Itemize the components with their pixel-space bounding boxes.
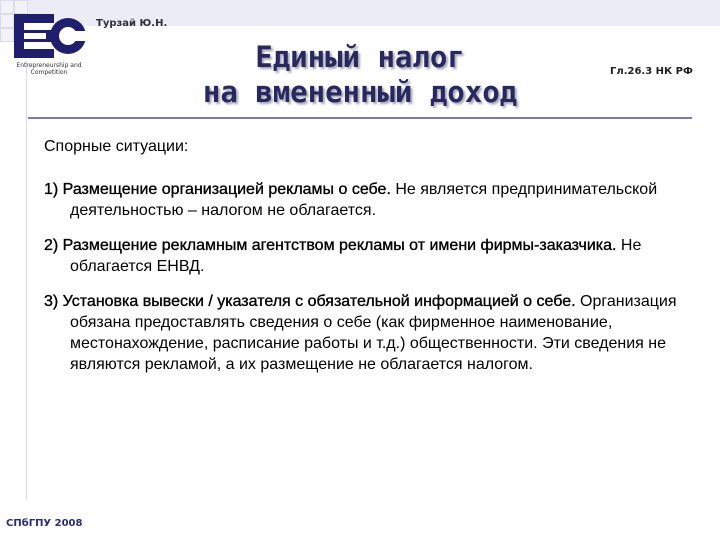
list-item bbox=[44, 291, 694, 375]
slide-title bbox=[150, 40, 570, 110]
footer-text: СПбГПУ 2008 bbox=[6, 518, 83, 529]
point-heading: 1) Размещение организацией рекламы о себе. bbox=[44, 181, 391, 198]
author-name: Турзай Ю.Н. bbox=[96, 18, 168, 29]
logo-caption: Entrepreneurship and Competition bbox=[16, 62, 82, 76]
chapter-reference: Гл.26.3 НК РФ bbox=[610, 66, 693, 77]
title-rule bbox=[28, 117, 692, 119]
point-heading: 2) Размещение рекламным агентством рекламы от имени фирмы-заказчика. bbox=[44, 237, 617, 254]
decor-cell bbox=[0, 0, 14, 14]
ec-logo-icon bbox=[14, 14, 88, 58]
point-text: Организация обязана предоставлять сведения о себе (как фирменное наименование, местонахождение, расписание работы и т.д.) общественности. Эти сведения не являются рекламой, а их размещение не облагается налогом. bbox=[70, 293, 677, 373]
point-text: Не является предпринимательской деятельностью – налогом не облагается. bbox=[70, 181, 658, 219]
list-item bbox=[44, 179, 694, 221]
logo bbox=[14, 14, 88, 58]
decor-cell bbox=[0, 14, 14, 28]
list-item bbox=[44, 235, 694, 277]
decor-cell bbox=[14, 0, 28, 14]
left-vertical-rule bbox=[26, 60, 27, 500]
title-line-2: на вмененный доход bbox=[202, 75, 518, 109]
point-text: Не облагается ЕНВД. bbox=[70, 237, 642, 275]
slide-body bbox=[44, 136, 694, 389]
intro-text: Спорные ситуации: bbox=[44, 138, 189, 155]
title-line-1: Единый налог bbox=[255, 40, 465, 74]
point-heading: 3) Установка вывески / указателя с обязательной информацией о себе. bbox=[44, 293, 576, 310]
decor-cell bbox=[0, 28, 14, 42]
